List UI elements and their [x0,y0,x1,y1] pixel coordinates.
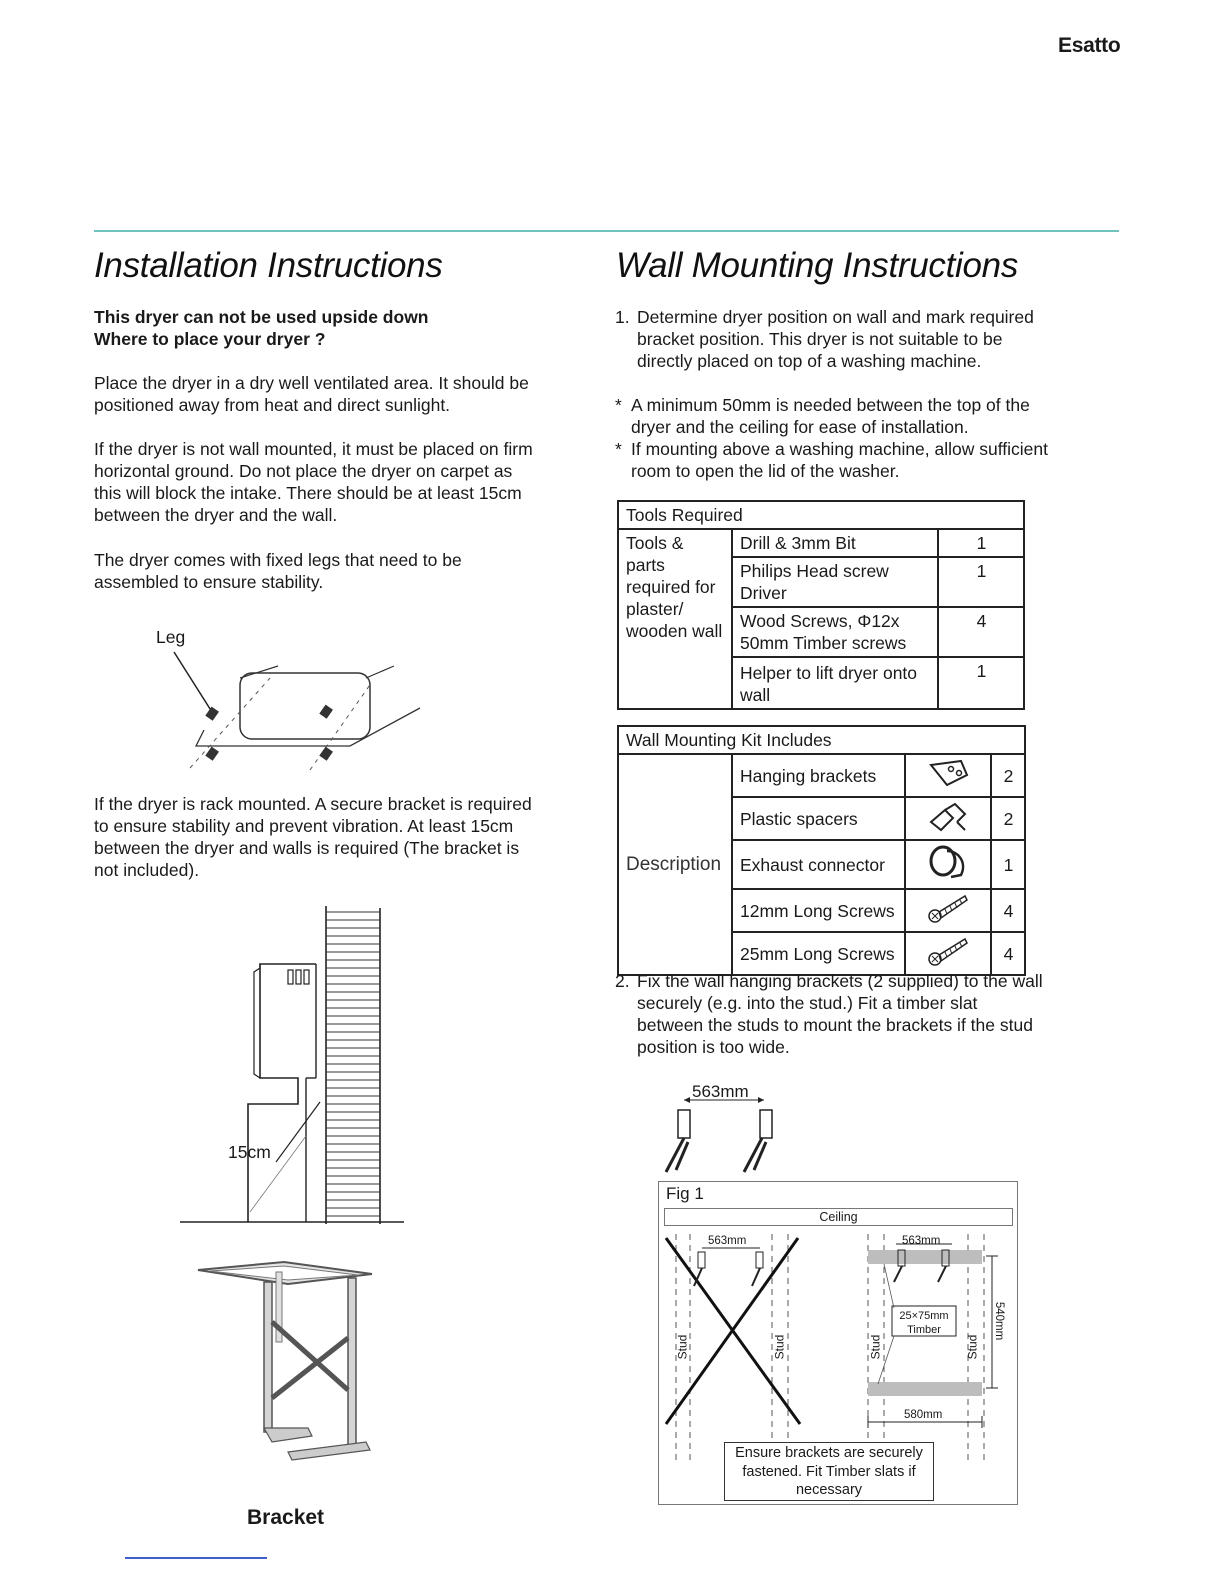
top-dimension-label: 563mm [692,1082,749,1101]
tools-required-table [617,500,1025,710]
placement-subheading: Where to place your dryer ? [94,329,326,349]
wall-mounting-kit-table [617,725,1026,976]
screw-icon [927,892,971,924]
fig-1-title: Fig 1 [666,1184,704,1203]
kit-item: 12mm Long Screws [732,889,905,932]
plastic-spacer-icon [927,800,971,832]
left-bracket-dimension: 563mm [708,1235,747,1247]
kit-item: 25mm Long Screws [732,932,905,975]
tool-item: Wood Screws, Φ12x 50mm Timber screws [732,607,938,657]
step-1: 1. Determine dryer position on wall and mark required bracket position. This dryer is not suitable to be directly placed on top of a washing machine. [615,307,1034,371]
header-divider [94,230,1119,232]
kit-qty: 4 [991,932,1025,975]
timber-label: 25×75mm Timber [899,1310,949,1336]
brand-logo: Esatto [1058,34,1121,57]
rack-paragraph: If the dryer is rack mounted. A secure bracket is required to ensure stability and prevent vibration. At least 15cm between the dryer and walls is required (The bracket is not included). [94,794,532,880]
leg-illustration [160,648,440,778]
kit-icon-cell [905,840,991,889]
wall-mount-diagram [178,906,408,1226]
kit-icon-cell [905,932,991,975]
stud-label: Stud [868,1334,883,1360]
kit-icon-cell [905,754,991,797]
kit-qty: 2 [991,754,1025,797]
kit-item: Plastic spacers [732,797,905,840]
legs-paragraph: The dryer comes with fixed legs that need to be assembled to ensure stability. [94,550,462,592]
bracket-caption: Bracket [247,1506,325,1529]
step-2: 2. Fix the wall hanging brackets (2 supplied) to the wall securely (e.g. into the stud.) Fit a timber slat between the studs to mount the brackets if the stud position is too wide. [615,971,1043,1057]
screw-icon [927,935,971,967]
kit-category: Description [618,754,732,975]
leg-label: Leg [156,627,186,647]
stud-label: Stud [772,1334,787,1360]
tool-item: Drill & 3mm Bit [732,529,938,557]
tool-qty: 1 [938,557,1024,607]
tool-item: Philips Head screw Driver [732,557,938,607]
tool-qty: 1 [938,529,1024,557]
tools-category: Tools & parts required for plaster/ wooden wall [618,529,732,709]
upside-down-warning: This dryer can not be used upside down [94,307,429,327]
kit-qty: 1 [991,840,1025,889]
kit-item: Exhaust connector [732,840,905,889]
ground-paragraph: If the dryer is not wall mounted, it must be placed on firm horizontal ground. Do not place the dryer on carpet as this will block the intake. There should be at least 15cm between the dryer and the wall. [94,439,533,525]
right-bracket-dimension: 563mm [902,1235,941,1247]
note-ceiling-gap: * A minimum 50mm is needed between the top of the dryer and the ceiling for ease of installation. [615,395,1030,437]
placement-paragraph: Place the dryer in a dry well ventilated area. It should be positioned away from heat and direct sunlight. [94,373,529,415]
kit-qty: 4 [991,889,1025,932]
bracket-illustration [188,1258,388,1478]
note-washer-lid: * If mounting above a washing machine, allow sufficient room to open the lid of the washer. [615,439,1049,481]
fig-1-diagram [658,1228,1018,1468]
kit-item: Hanging brackets [732,754,905,797]
installation-heading: Installation Instructions [94,246,443,285]
hanging-bracket-icon [927,757,971,789]
tool-qty: 4 [938,607,1024,657]
tools-table-title: Tools Required [618,501,1024,529]
tool-qty: 1 [938,657,1024,709]
fasten-note: Ensure brackets are securely fastened. Fit Timber slats if necessary [724,1442,934,1501]
kit-table-title: Wall Mounting Kit Includes [618,726,1025,754]
kit-icon-cell [905,889,991,932]
footer-rule [125,1557,267,1559]
exhaust-connector-icon [927,843,971,881]
tool-item: Helper to lift dryer onto wall [732,657,938,709]
ceiling-label: Ceiling [664,1208,1013,1226]
stud-label: Stud [965,1334,980,1360]
kit-icon-cell [905,797,991,840]
wall-mounting-heading: Wall Mounting Instructions [616,246,1019,285]
height-dimension: 540mm [993,1301,1006,1341]
distance-label: 15cm [228,1142,271,1162]
stud-label: Stud [675,1334,690,1360]
kit-qty: 2 [991,797,1025,840]
width-dimension: 580mm [904,1409,943,1421]
